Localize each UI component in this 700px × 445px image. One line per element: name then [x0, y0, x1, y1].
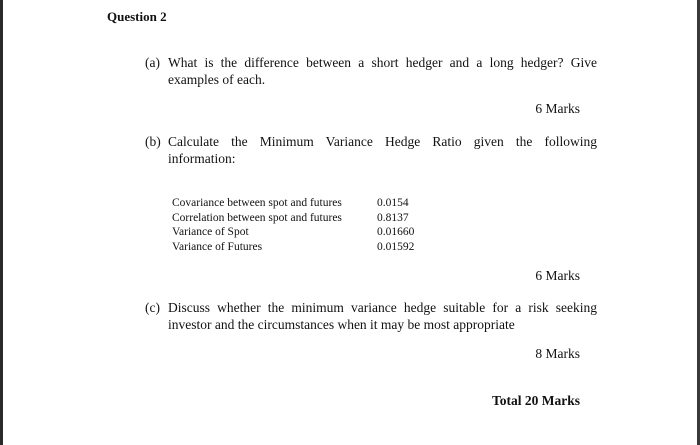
- table-row-value: 0.8137: [377, 211, 409, 224]
- part-c-marks: 8 Marks: [535, 346, 580, 361]
- table-row-label: Variance of Futures: [172, 240, 263, 253]
- table-row-label: Correlation between spot and futures: [172, 211, 342, 224]
- document-page: [3, 0, 697, 445]
- part-c-text: Discuss whether the minimum variance hedge suitable for a risk seeking investor and the circumstances when it may be most appropriate: [168, 300, 597, 332]
- part-c-label: (c): [145, 300, 160, 315]
- part-a: [145, 54, 597, 88]
- part-b: [145, 133, 597, 167]
- part-a-label: (a): [145, 55, 160, 70]
- table-row: [172, 240, 414, 255]
- part-c: [145, 299, 597, 333]
- table-row: [172, 196, 414, 211]
- table-row-value: 0.01592: [377, 240, 415, 253]
- question-title: Question 2: [107, 9, 167, 24]
- part-a-text: What is the difference between a short hedger and a long hedger? Give examples of each.: [168, 55, 597, 87]
- table-row: [172, 225, 414, 240]
- part-b-label: (b): [145, 134, 161, 149]
- table-row-label: Covariance between spot and futures: [172, 197, 342, 209]
- total-marks: Total 20 Marks: [491, 393, 580, 408]
- table-row: [172, 211, 414, 226]
- part-b-text: Calculate the Minimum Variance Hedge Ratio given the following information:: [168, 134, 597, 166]
- hedge-data-table: [172, 196, 414, 254]
- table-row-label: Variance of Spot: [172, 226, 249, 238]
- part-a-marks: 6 Marks: [535, 101, 580, 116]
- table-row-value: 0.01660: [377, 226, 415, 238]
- part-b-marks: 6 Marks: [535, 268, 580, 283]
- table-row-value: 0.0154: [377, 197, 409, 209]
